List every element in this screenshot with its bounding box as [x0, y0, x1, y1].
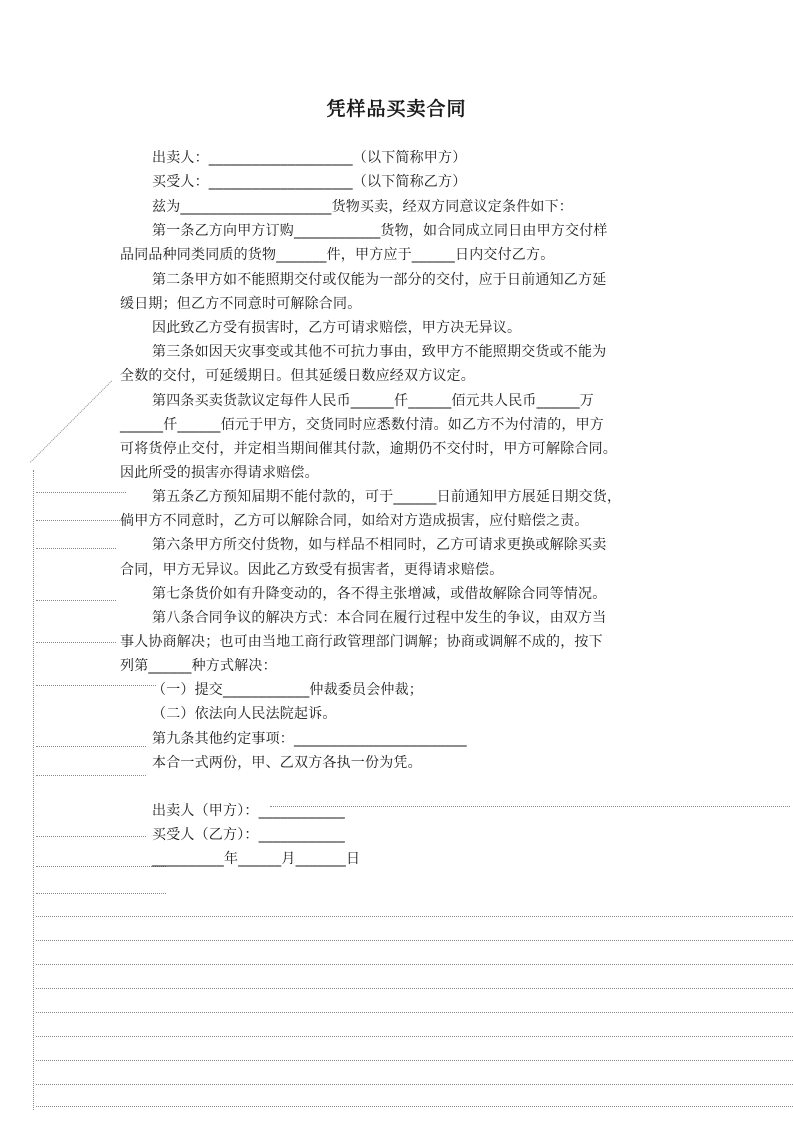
clause-line: 第一条乙方向甲方订购____________货物，如合同成立同日由甲方交付样	[152, 223, 608, 239]
dotted-artifact-left-edge	[33, 470, 34, 1110]
dispute-option-arbitration: （一）提交____________仲裁委员会仲裁；	[152, 682, 423, 698]
clause-line: 全数的交付，可延缓期日。但其延缓日数应经双方议定。	[120, 368, 475, 384]
dotted-artifact-line	[36, 940, 793, 941]
dotted-artifact-line	[36, 746, 146, 747]
clause-line: 品同品种同类同质的货物_______件，甲方应于______日内交付乙方。	[120, 247, 555, 263]
seller-signature-line: 出卖人（甲方）：____________	[152, 803, 345, 819]
dotted-artifact-line	[36, 600, 116, 601]
clause-line: 合同，甲方无异议。因此乙方致受有损害者，更得请求赔偿。	[120, 562, 504, 578]
dotted-artifact-line	[36, 492, 126, 493]
clause-line: 倘甲方不同意时，乙方可以解除合同，如给对方造成损害，应付赔偿之责。	[120, 513, 589, 529]
clause-line: 列第______种方式解决：	[120, 658, 277, 674]
dotted-artifact-line	[36, 1012, 793, 1013]
dispute-option-court: （二）依法向人民法院起诉。	[152, 706, 337, 722]
dotted-artifact-line	[36, 1106, 793, 1107]
dotted-artifact-line	[36, 548, 116, 549]
dotted-artifact-line	[36, 685, 156, 686]
dotted-artifact-line	[36, 1060, 793, 1061]
clause-line: 第四条买卖货款议定每件人民币______仟______佰元共人民币______万	[152, 393, 594, 409]
contract-title: 凭样品买卖合同	[326, 98, 467, 120]
clause-line: 因此致乙方受有损害时，乙方可请求赔偿，甲方决无异议。	[152, 320, 522, 336]
clause-line: 第九条其他约定事项：________________________	[152, 731, 467, 747]
clause-line: ______仟______佰元于甲方，交货同时应悉数付清。如乙方不为付清的，甲方	[120, 417, 604, 433]
buyer-signature-line: 买受人（乙方）：____________	[152, 827, 345, 843]
clause-line: 第三条如因天灾事变或其他不可抗力事由，致甲方不能照期交货或不能为	[152, 344, 607, 360]
dotted-artifact-diagonal	[30, 381, 112, 463]
dotted-artifact-line	[36, 964, 793, 965]
clause-line: 第八条合同争议的解决方式：本合同在履行过程中发生的争议，由双方当	[152, 610, 607, 626]
copies-line: 本合一式两份，甲、乙双方各执一份为凭。	[152, 755, 422, 771]
clause-line: 可将货停止交付，并定相当期间催其付款，逾期仍不交付时，甲方可解除合同。	[120, 441, 617, 457]
date-line: __________年______月_______日	[152, 851, 361, 867]
clause-line: 第七条货价如有升降变动的，各不得主张增减，或借故解除合同等情况。	[152, 586, 607, 602]
dotted-artifact-line	[36, 642, 116, 643]
clause-line: 事人协商解决；也可由当地工商行政管理部门调解；协商或调解不成的，按下	[120, 634, 603, 650]
dotted-artifact-line	[36, 520, 126, 521]
intro-line: 兹为_____________________货物买卖，经双方同意议定条件如下：	[152, 199, 573, 215]
dotted-artifact-line	[36, 1036, 793, 1037]
clause-line: 第二条甲方如不能照期交付或仅能为一部分的交付，应于日前通知乙方延	[152, 272, 607, 288]
dotted-artifact-line	[36, 988, 793, 989]
clause-line: 缓日期；但乙方不同意时可解除合同。	[120, 296, 362, 312]
seller-line: 出卖人：____________________（以下简称甲方）	[152, 150, 467, 166]
dotted-artifact-line	[36, 916, 793, 917]
dotted-artifact-line	[36, 836, 146, 837]
dotted-artifact-line	[36, 1084, 793, 1085]
clause-line: 第五条乙方预知届期不能付款的，可于______日前通知甲方展延日期交货，	[152, 489, 622, 505]
clause-line: 因此所受的损害亦得请求赔偿。	[120, 465, 319, 481]
dotted-artifact-line	[270, 806, 790, 807]
clause-line: 第六条甲方所交付货物，如与样品不相同时，乙方可请求更换或解除买卖	[152, 537, 607, 553]
dotted-artifact-line	[36, 893, 166, 894]
buyer-line: 买受人：____________________（以下简称乙方）	[152, 174, 467, 190]
dotted-artifact-line	[36, 866, 166, 867]
dotted-artifact-line	[36, 775, 146, 776]
